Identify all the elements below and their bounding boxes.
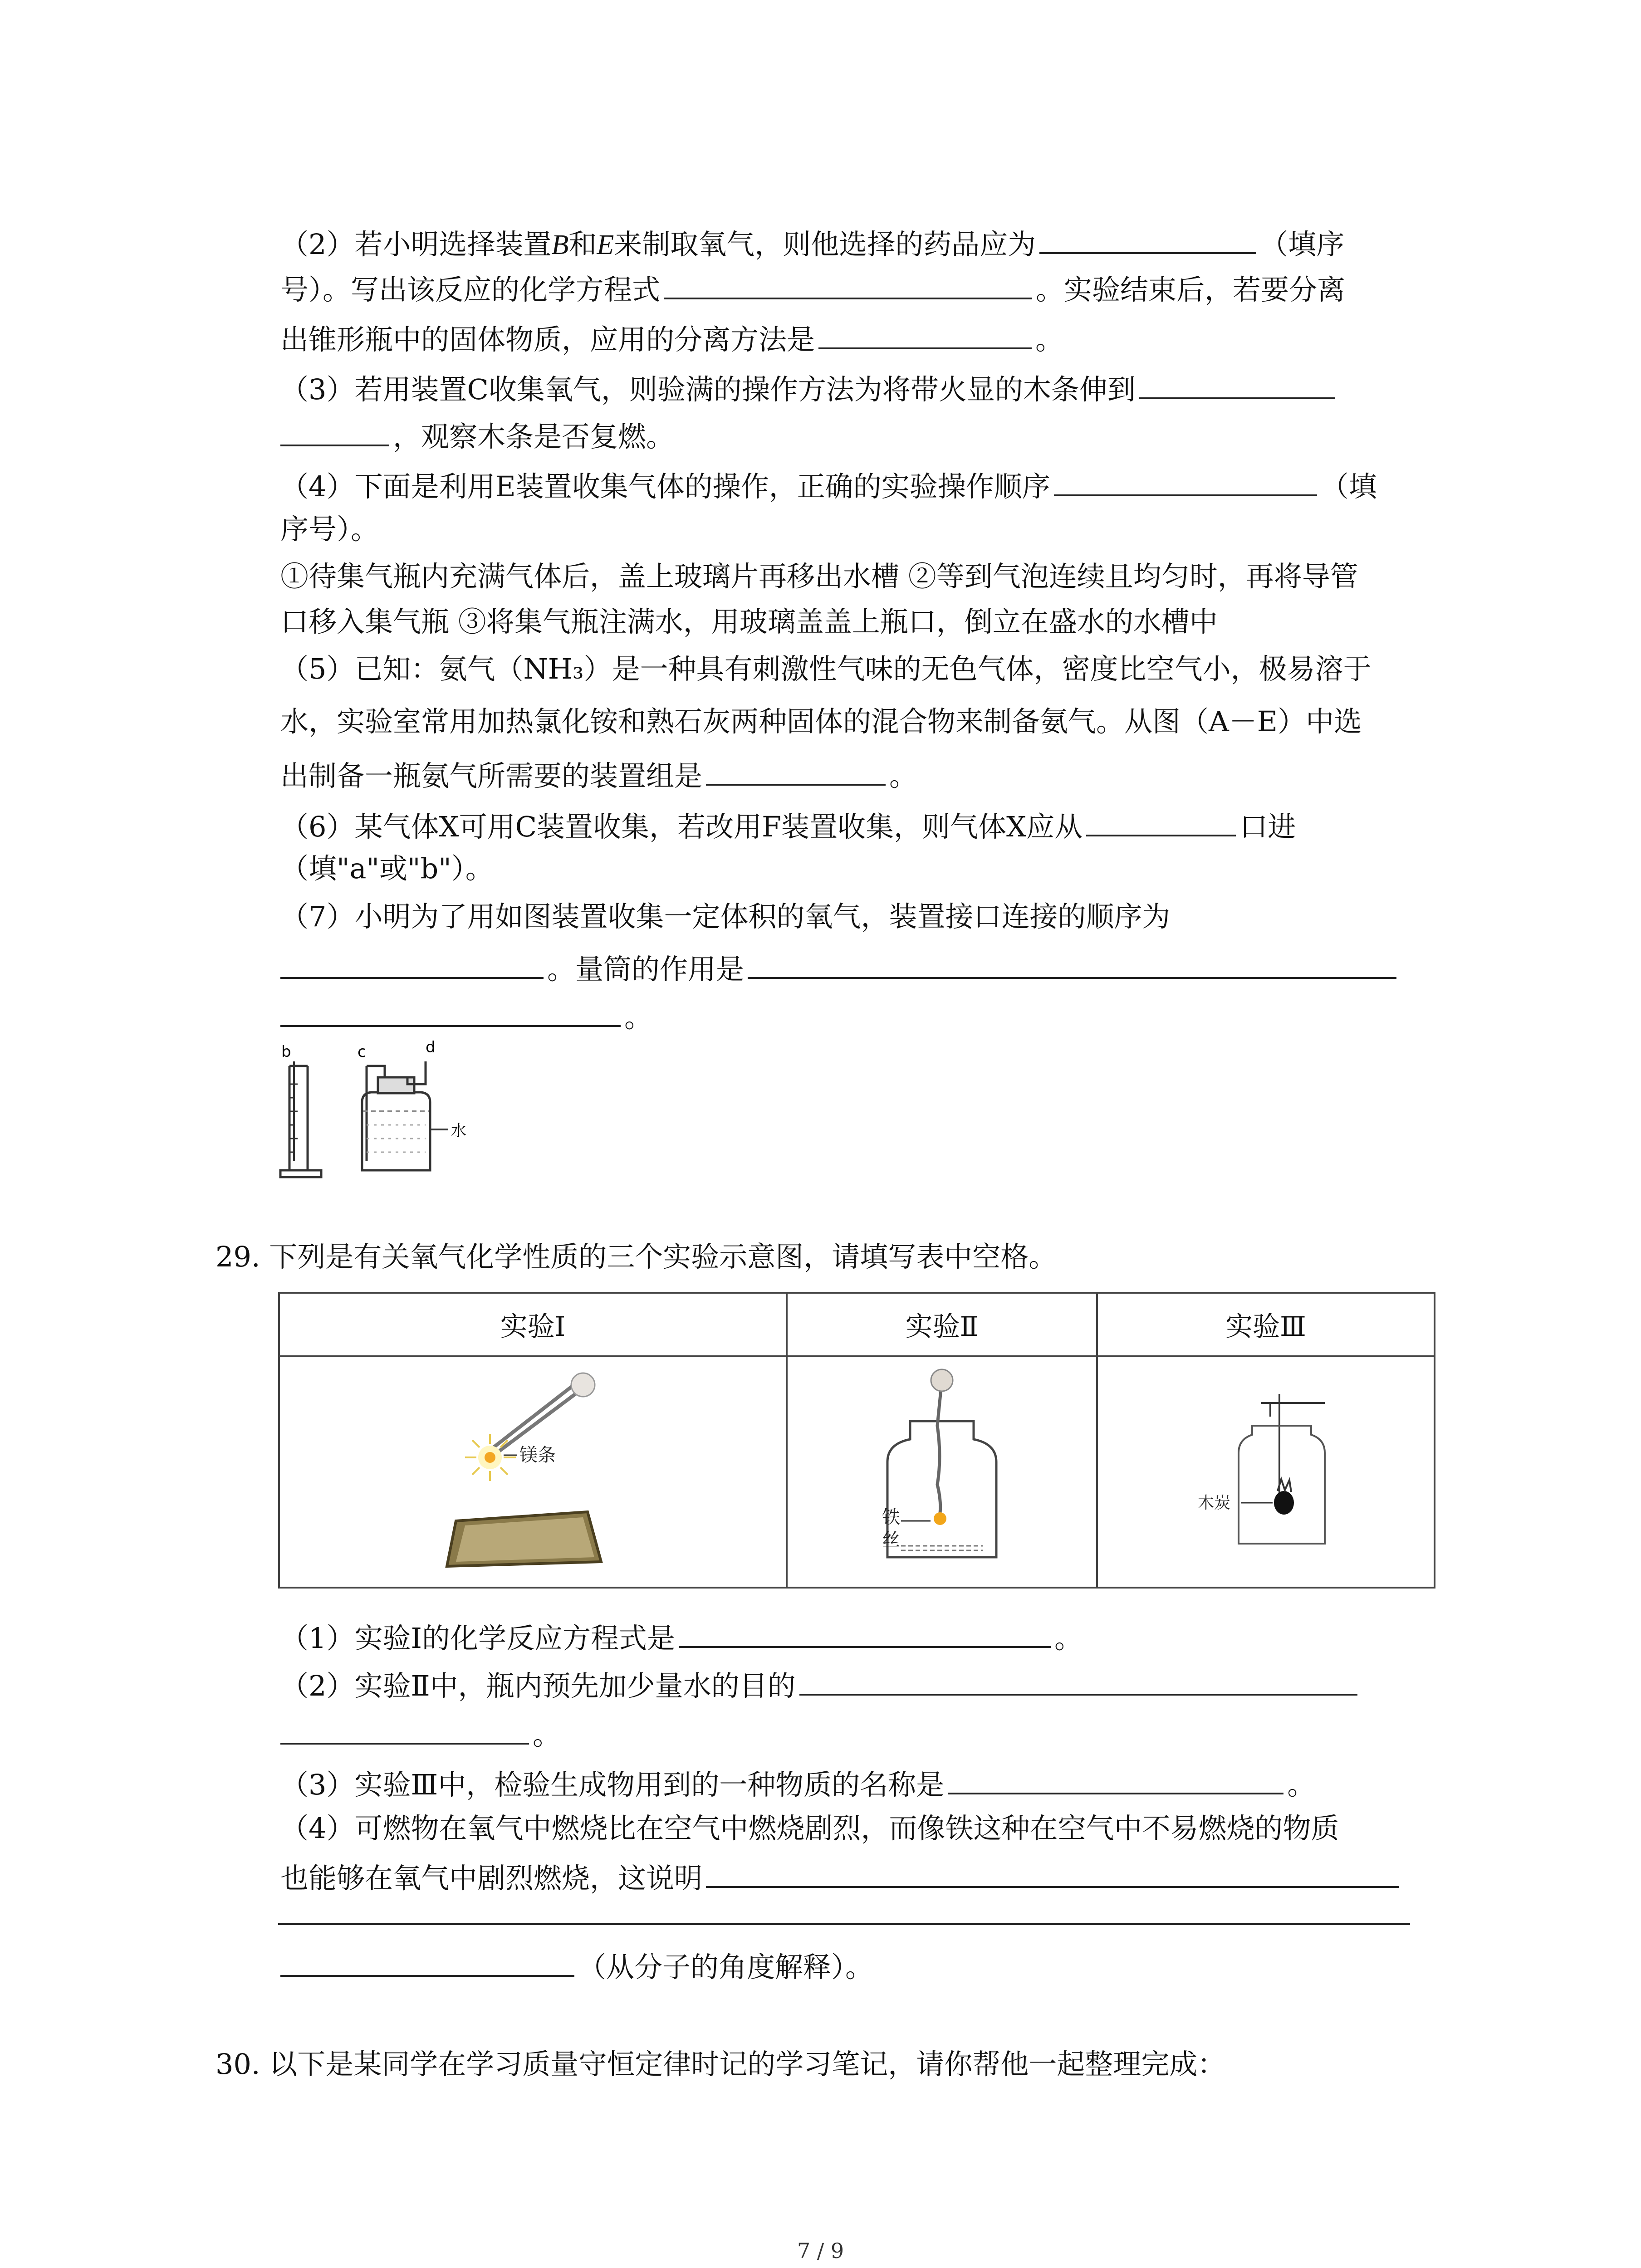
charcoal-icon [1274,1479,1294,1515]
q28-p2-line3: 出锥形瓶中的固体物质，应用的分离方法是 。 [280,318,1063,358]
table-header-1: 实验Ⅰ [279,1293,787,1356]
answer-blank[interactable] [1139,368,1335,399]
answer-blank[interactable] [818,318,1032,349]
experiment-table [278,1292,1435,1589]
q28-p5-line1: （5）已知：氨气（NH₃）是一种具有刺激性气味的无色气体，密度比空气小，极易溶于 [280,652,1372,685]
q29-a1: （1）实验Ⅰ的化学反应方程式是 。 [280,1617,1083,1657]
answer-blank[interactable] [1054,465,1317,496]
label-water: 水 [451,1122,466,1140]
answer-blank[interactable] [280,996,621,1027]
iron-wire-burning-illustration [874,1367,1010,1571]
cylinder-bottle-figure [276,1039,512,1188]
answer-blank[interactable] [1086,806,1236,836]
iron-wire-icon [937,1380,942,1516]
label-b: b [281,1043,291,1061]
hand-icon [931,1369,953,1391]
gas-jar-icon [887,1421,996,1557]
label-mg: 镁条 [519,1444,556,1466]
q29-a4-line4: （从分子的角度解释）。 [280,1946,873,1986]
spark-icon [934,1512,946,1525]
answer-blank[interactable] [706,1857,1399,1888]
q28-p6-line1: （6）某气体X可用C装置收集，若改用F装置收集，则气体X应从 口进 [280,806,1296,846]
answer-blank[interactable] [948,1764,1283,1794]
q29-a4-line1: （4）可燃物在氧气中燃烧比在空气中燃烧剧烈，而像铁这种在空气中不易燃烧的物质 [280,1812,1339,1845]
answer-blank[interactable] [748,948,1396,979]
label-d: d [426,1039,436,1056]
answer-blank[interactable] [278,1923,1410,1925]
answer-blank[interactable] [706,755,886,786]
q29-a2-cont: 。 [280,1714,561,1754]
page-number: 7 / 9 [797,2239,844,2263]
q29-title: 29. 下列是有关氧气化学性质的三个实验示意图，请填写表中空格。 [216,1240,1057,1273]
q30-title: 30. 以下是某同学在学习质量守恒定律时记的学习笔记，请你帮他一起整理完成： [216,2048,1226,2081]
label-c-charcoal: 木炭 [1198,1493,1231,1512]
q28-p6-line2: （填"a"或"b"）。 [280,852,494,885]
experiment-3-image-cell [1097,1356,1435,1588]
answer-blank[interactable] [799,1665,1357,1696]
flame-icon [465,1434,516,1481]
q28-p4-line3: ①待集气瓶内充满气体后，盖上玻璃片再移出水槽 ②等到气泡连续且均匀时，再将导管 [280,560,1358,593]
gas-bottle-icon [362,1061,448,1170]
answer-blank[interactable] [664,269,1032,299]
answer-blank[interactable] [280,1946,574,1977]
answer-blank[interactable] [679,1617,1051,1648]
experiment-1-image-cell [279,1356,787,1588]
q28-p4-line2: 序号）。 [280,513,379,546]
gas-jar-icon [1239,1426,1325,1544]
q29-a2: （2）实验Ⅱ中，瓶内预先加少量水的目的 [280,1665,1361,1705]
experiment-2-image-cell [787,1356,1097,1588]
q29-a3: （3）实验Ⅲ中，检验生成物用到的一种物质的名称是 。 [280,1764,1315,1804]
q28-p7-line1: （7）小明为了用如图装置收集一定体积的氧气，装置接口连接的顺序为 [280,900,1171,933]
answer-blank[interactable] [280,1714,529,1745]
q28-p4-line4: 口移入集气瓶 ③将集气瓶注满水，用玻璃盖盖上瓶口，倒立在盛水的水槽中 [280,605,1218,638]
q28-p4-line1: （4）下面是利用E装置收集气体的操作，正确的实验操作顺序 （填 [280,465,1377,505]
table-header-3: 实验Ⅲ [1097,1293,1435,1356]
hand-icon [571,1373,595,1397]
q28-p5-line2: 水，实验室常用加热氯化铵和熟石灰两种固体的混合物来制备氨气。从图（A－E）中选 [280,705,1362,738]
label-fe2: 丝 [882,1529,900,1550]
magnesium-burning-illustration [438,1367,628,1571]
answer-blank[interactable] [280,948,544,979]
answer-blank[interactable] [1039,223,1256,254]
q28-p3-line1: （3）若用装置C收集氧气，则验满的操作方法为将带火显的木条伸到 [280,368,1339,408]
q28-p2-line1: （2）若小明选择装置B和E来制取氧气，则他选择的药品应为 （填序 [280,223,1344,264]
table-header-2: 实验Ⅱ [787,1293,1097,1356]
label-fe1: 铁 [882,1506,900,1528]
q28-p7-line2: 。量筒的作用是 [280,948,1400,988]
q28-p5-line3: 出制备一瓶氨气所需要的装置组是 。 [280,755,917,795]
q28-p7-line3: 。 [280,996,652,1036]
label-c: c [358,1043,366,1061]
q28-p2-line2: 号）。写出该反应的化学方程式 。实验结束后，若要分离 [280,269,1345,308]
q28-p3-line2: ，观察木条是否复燃。 [280,415,674,455]
q29-a4-line2: 也能够在氧气中剧烈燃烧，这说明 [280,1857,1403,1897]
graduated-cylinder-icon [280,1061,321,1177]
answer-blank[interactable] [280,415,389,446]
charcoal-burning-illustration [1189,1367,1343,1571]
